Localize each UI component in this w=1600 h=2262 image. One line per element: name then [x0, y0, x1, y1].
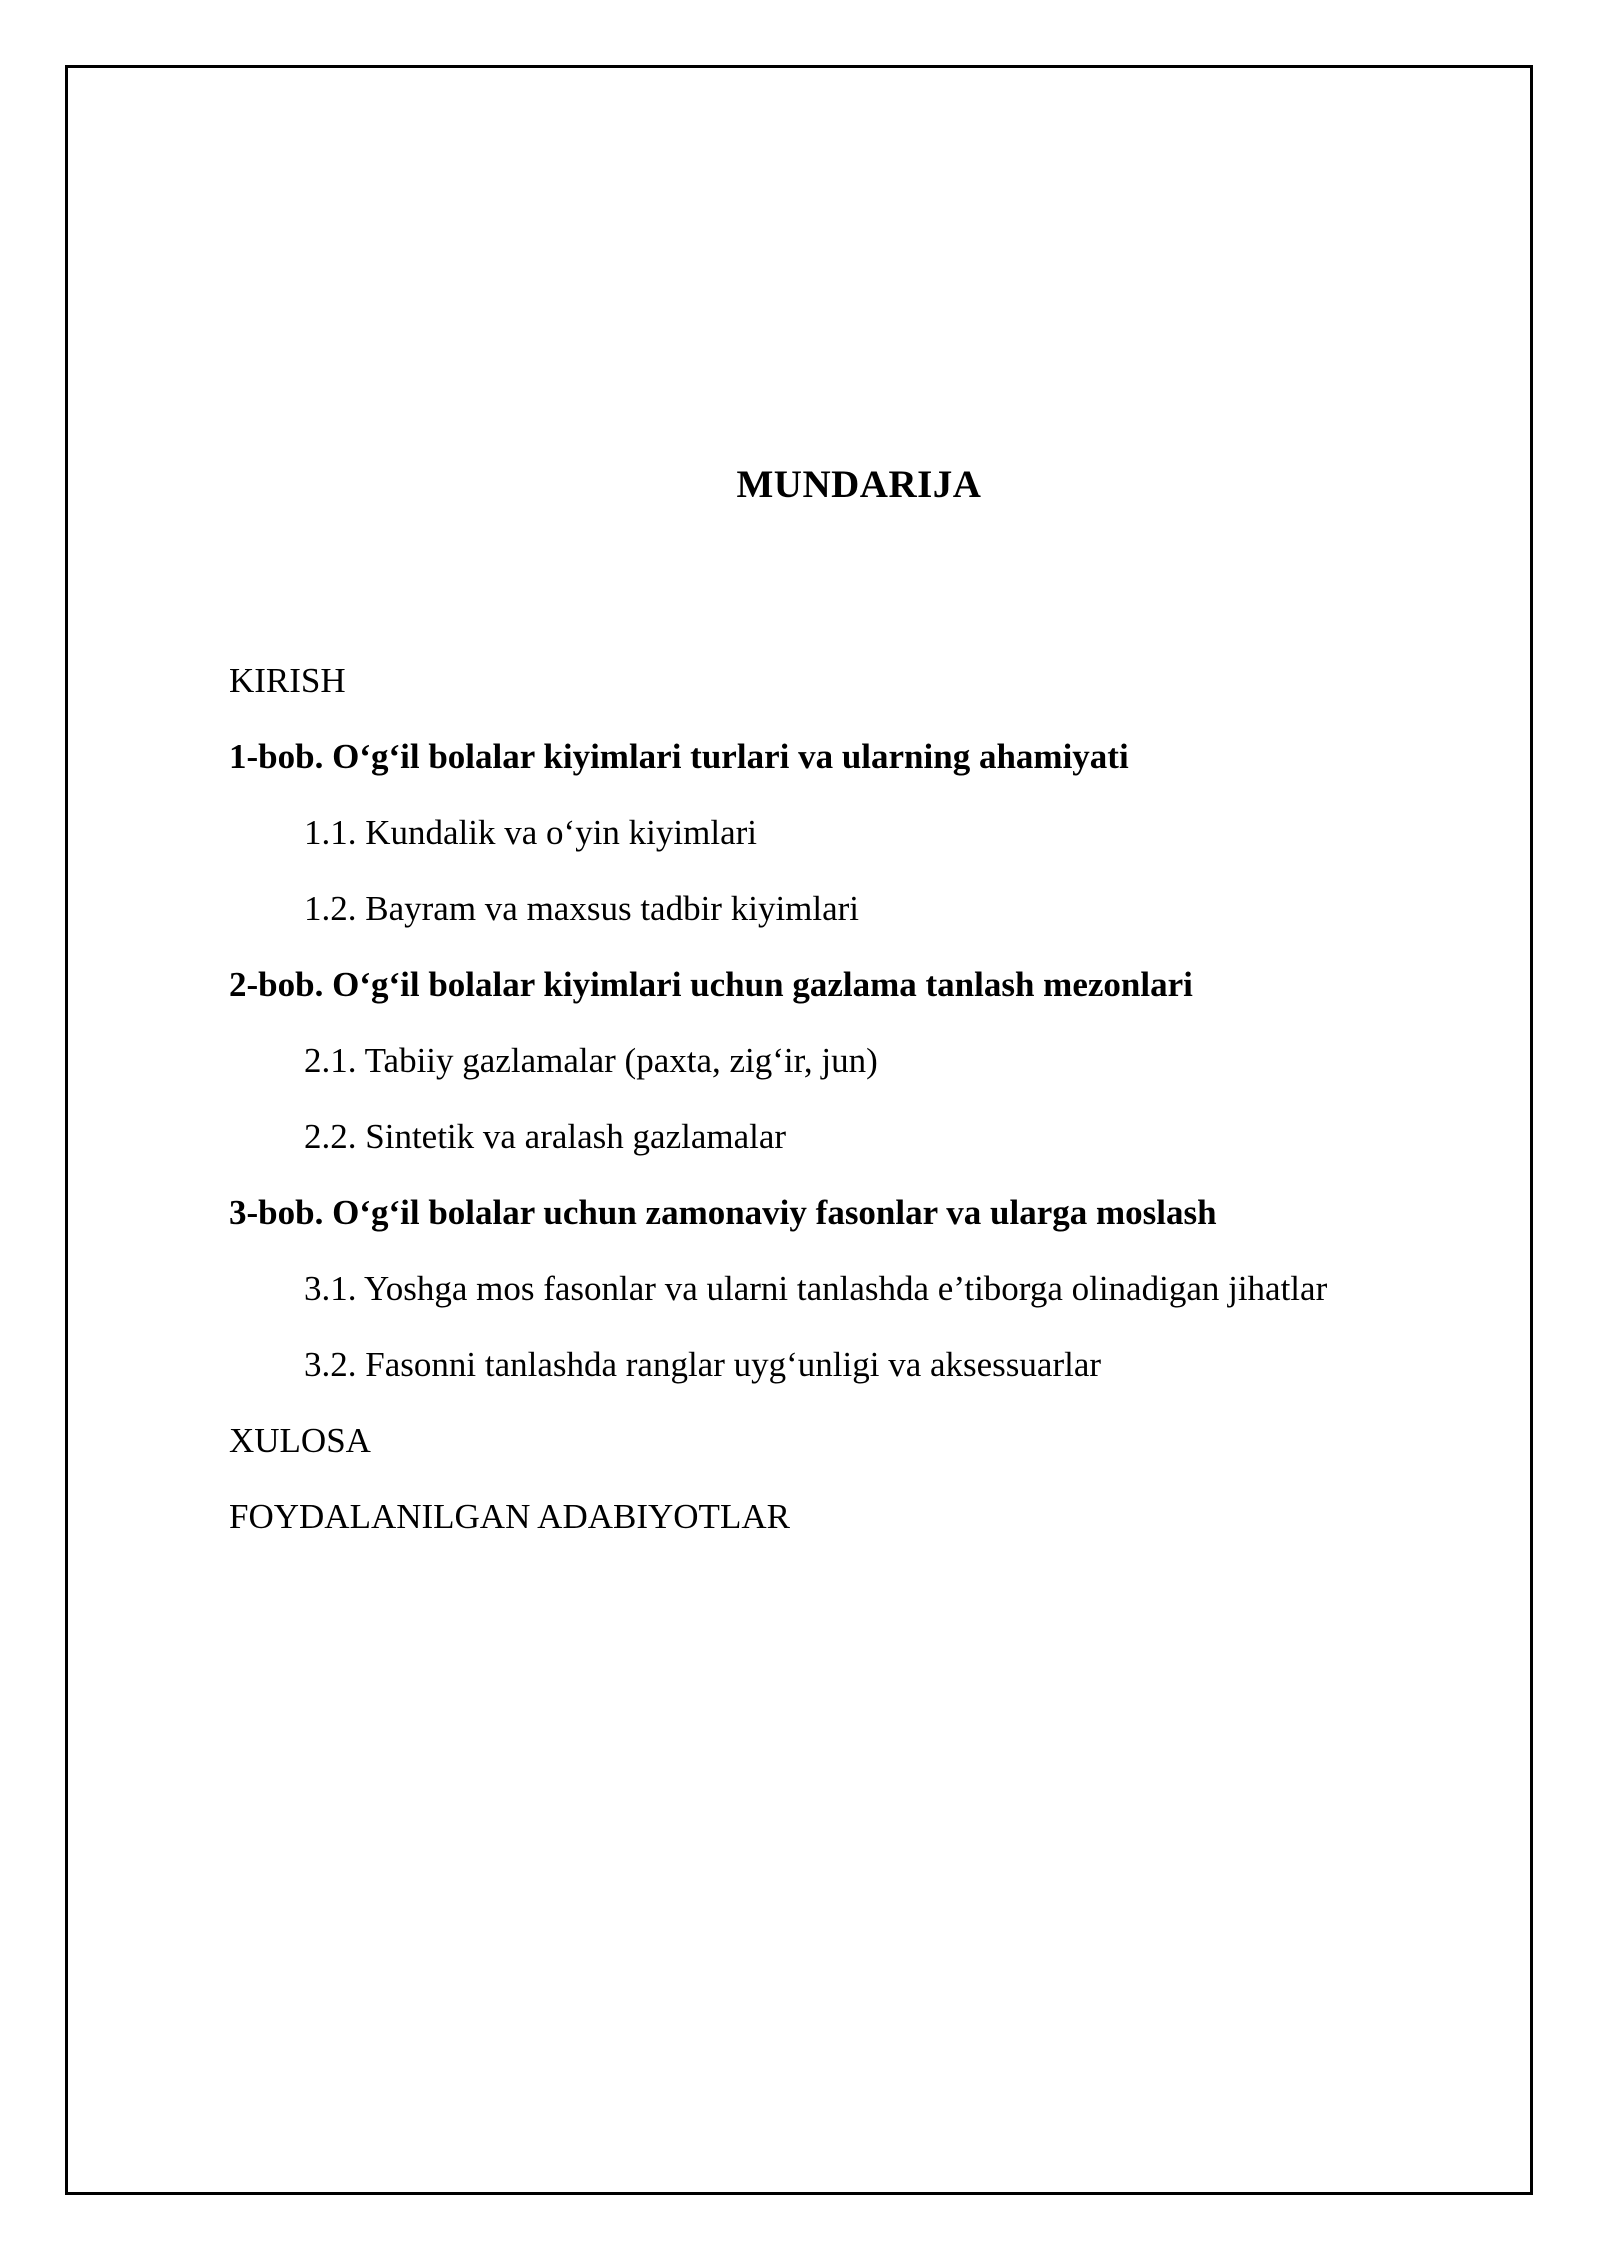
toc-section-3-1: 3.1. Yoshga mos fasonlar va ularni tanlashda e’tiborga olinadigan jihatlar: [304, 1269, 1328, 1308]
toc-item-references: FOYDALANILGAN ADABIYOTLAR: [229, 1497, 790, 1536]
toc-section-3-2: 3.2. Fasonni tanlashda ranglar uyg‘unligi va aksessuarlar: [304, 1345, 1102, 1384]
toc-section-2-1: 2.1. Tabiiy gazlamalar (paxta, zig‘ir, jun): [304, 1041, 878, 1080]
toc-section-1-2: 1.2. Bayram va maxsus tadbir kiyimlari: [304, 889, 860, 928]
toc-item-kirish: KIRISH: [229, 661, 346, 700]
table-of-contents: [229, 643, 1529, 1555]
toc-section-1-1: 1.1. Kundalik va o‘yin kiyimlari: [304, 813, 757, 852]
toc-section-2-2: 2.2. Sintetik va aralash gazlamalar: [304, 1117, 787, 1156]
toc-chapter-1: 1-bob. O‘g‘il bolalar kiyimlari turlari va ularning ahamiyati: [229, 737, 1129, 776]
toc-chapter-2: 2-bob. O‘g‘il bolalar kiyimlari uchun gazlama tanlash mezonlari: [229, 965, 1193, 1004]
toc-chapter-3: 3-bob. O‘g‘il bolalar uchun zamonaviy fasonlar va ularga moslash: [229, 1193, 1217, 1232]
page-title: MUNDARIJA: [736, 463, 982, 506]
toc-item-xulosa: XULOSA: [229, 1421, 371, 1460]
